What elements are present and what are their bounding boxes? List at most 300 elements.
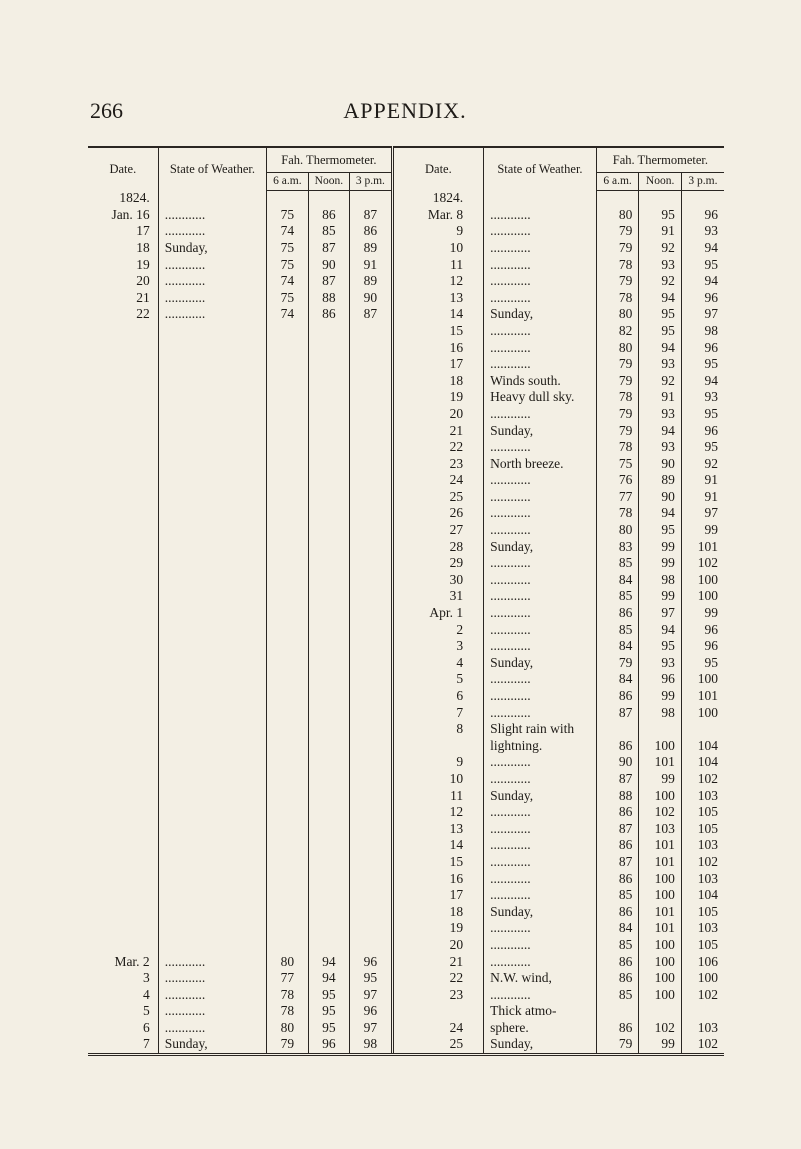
date-cell-left (88, 605, 158, 622)
temp-3pm-cell-left: 87 (350, 306, 393, 323)
weather-cell-right: ............ (484, 804, 597, 821)
date-cell-right: 25 (392, 1036, 483, 1054)
temp-3pm-cell-left: 89 (350, 273, 393, 290)
date-cell-left: 7 (88, 1036, 158, 1054)
temp-6am-cell-right: 79 (596, 223, 639, 240)
temp-3pm-cell-right: 92 (704, 455, 718, 471)
weather-cell-left (158, 920, 266, 937)
temp-noon-cell-right: 93 (639, 257, 682, 274)
temp-noon-cell-left (308, 522, 349, 539)
temp-3pm-cell-left (350, 937, 393, 954)
weather-cell-right: ............ (484, 705, 597, 722)
date-cell-right: 9 (392, 223, 483, 240)
temp-noon-cell-left (308, 821, 349, 838)
temp-6am-cell-right: 84 (596, 920, 639, 937)
date-cell-right: 21 (392, 954, 483, 971)
temp-noon-cell-left (308, 738, 349, 755)
temp-6am-cell-right: 79 (596, 655, 639, 672)
date-cell-left: 21 (88, 290, 158, 307)
temp-6am-cell-left (267, 721, 308, 738)
table-body (88, 190, 724, 1054)
weather-cell-left (158, 754, 266, 771)
temp-noon-cell-right: 90 (639, 489, 682, 506)
temp-3pm-cell-right: 91 (704, 472, 718, 488)
weather-cell-left (158, 771, 266, 788)
temp-3pm-cell-left (350, 854, 393, 871)
temp-3pm-cell-right: 91 (704, 488, 718, 504)
date-cell-left (88, 389, 158, 406)
temp-3pm-cell-right: 97 (704, 306, 718, 322)
table-row (88, 837, 724, 854)
date-cell-left (88, 837, 158, 854)
date-cell-right: 12 (392, 273, 483, 290)
temp-6am-cell-right: 87 (596, 821, 639, 838)
temp-6am-cell-right: 78 (596, 290, 639, 307)
temp-3pm-cell-right (681, 1003, 724, 1020)
table-row (88, 373, 724, 390)
weather-cell-left (158, 705, 266, 722)
temp-noon-cell-left (308, 489, 349, 506)
date-cell-left: 6 (88, 1020, 158, 1037)
temp-3pm-cell-right: 102 (681, 1036, 724, 1054)
temp-6am-cell-left: 78 (267, 1003, 308, 1020)
date-cell-right: 15 (392, 854, 483, 871)
temp-6am-cell-right: 83 (596, 539, 639, 556)
date-cell-right: 17 (392, 356, 483, 373)
weather-cell-left (158, 572, 266, 589)
temp-3pm-cell-right: 94 (704, 273, 718, 289)
date-cell-right: 8 (392, 721, 483, 738)
weather-cell-right: ............ (484, 356, 597, 373)
date-cell-left (88, 439, 158, 456)
temp-6am-cell-right: 86 (596, 871, 639, 888)
temp-noon-cell-left (308, 854, 349, 871)
weather-cell-left (158, 605, 266, 622)
temp-noon-cell-left (308, 837, 349, 854)
table-row (88, 705, 724, 722)
temp-noon-cell-left: 96 (308, 1036, 349, 1054)
temp-6am-cell-left (267, 572, 308, 589)
noon-header-right: Noon. (639, 173, 682, 191)
temp-noon-cell-left (308, 638, 349, 655)
weather-cell-left: ............ (158, 207, 266, 224)
temp-noon-cell-right (639, 190, 682, 207)
weather-cell-left: Sunday, (158, 240, 266, 257)
date-cell-left: 5 (88, 1003, 158, 1020)
temp-3pm-cell-right: 95 (704, 256, 718, 272)
temp-3pm-cell-right: 103 (697, 837, 718, 853)
temp-noon-cell-right: 100 (639, 954, 682, 971)
weather-cell-left (158, 323, 266, 340)
temp-3pm-cell-right: 96 (704, 289, 718, 305)
temp-6am-cell-left (267, 190, 308, 207)
temp-6am-cell-left: 79 (267, 1036, 308, 1054)
weather-cell-right: Sunday, (484, 1036, 597, 1054)
temp-6am-cell-left: 78 (267, 987, 308, 1004)
temp-6am-cell-left: 80 (267, 1020, 308, 1037)
temp-6am-cell-right: 86 (596, 688, 639, 705)
temp-3pm-cell-left (350, 489, 393, 506)
temp-noon-cell-right (639, 721, 682, 738)
temp-3pm-cell-left: 96 (350, 1003, 393, 1020)
temp-6am-cell-right: 85 (596, 987, 639, 1004)
temp-noon-cell-right: 99 (639, 1036, 682, 1054)
temp-3pm-cell-right: 100 (697, 970, 718, 986)
date-cell-left (88, 489, 158, 506)
temp-6am-cell-right: 79 (596, 356, 639, 373)
temp-3pm-cell-left (350, 754, 393, 771)
date-cell-right: 24 (392, 472, 483, 489)
temp-6am-cell-right: 86 (596, 1020, 639, 1037)
temp-6am-cell-right: 86 (596, 738, 639, 755)
weather-cell-left (158, 340, 266, 357)
temp-noon-cell-right: 95 (639, 207, 682, 224)
temp-6am-cell-left (267, 555, 308, 572)
temp-6am-cell-right: 80 (596, 207, 639, 224)
table-row (88, 937, 724, 954)
weather-cell-left (158, 505, 266, 522)
temp-noon-cell-right: 89 (639, 472, 682, 489)
date-cell-right: 30 (392, 572, 483, 589)
table-row (88, 671, 724, 688)
temp-6am-cell-left (267, 389, 308, 406)
weather-cell-left (158, 539, 266, 556)
temp-noon-cell-left (308, 373, 349, 390)
temp-noon-cell-left (308, 588, 349, 605)
weather-cell-left (158, 655, 266, 672)
table-row (88, 804, 724, 821)
weather-cell-left (158, 622, 266, 639)
temp-noon-cell-right: 99 (639, 539, 682, 556)
temp-noon-cell-right: 95 (639, 522, 682, 539)
temp-3pm-cell-left (350, 522, 393, 539)
weather-cell-left: Sunday, (158, 1036, 266, 1054)
date-cell-right (392, 1003, 483, 1020)
date-cell-left (88, 539, 158, 556)
date-cell-right: 16 (392, 871, 483, 888)
weather-cell-right: ............ (484, 605, 597, 622)
temp-6am-cell-left (267, 505, 308, 522)
weather-cell-right: Sunday, (484, 788, 597, 805)
temp-noon-cell-right: 99 (639, 771, 682, 788)
date-cell-left (88, 423, 158, 440)
date-cell-right: 22 (392, 439, 483, 456)
temp-6am-cell-left (267, 472, 308, 489)
date-cell-left (88, 788, 158, 805)
temp-6am-cell-right: 86 (596, 954, 639, 971)
weather-cell-right: ............ (484, 622, 597, 639)
weather-cell-right: ............ (484, 240, 597, 257)
temp-6am-cell-left (267, 456, 308, 473)
temp-noon-cell-right: 93 (639, 356, 682, 373)
weather-cell-right: Sunday, (484, 539, 597, 556)
temp-3pm-cell-left (350, 622, 393, 639)
temp-6am-cell-right: 80 (596, 306, 639, 323)
date-cell-left: 3 (88, 970, 158, 987)
date-cell-right: 4 (392, 655, 483, 672)
temp-6am-cell-left (267, 904, 308, 921)
table-row (88, 522, 724, 539)
temp-noon-cell-left (308, 323, 349, 340)
temp-3pm-cell-left (350, 705, 393, 722)
temp-6am-cell-right: 78 (596, 389, 639, 406)
date-cell-right: 26 (392, 505, 483, 522)
temp-3pm-cell-left: 96 (350, 954, 393, 971)
weather-cell-right: ............ (484, 671, 597, 688)
temp-noon-cell-left (308, 904, 349, 921)
weather-cell-left: ............ (158, 987, 266, 1004)
table-row (88, 588, 724, 605)
weather-cell-right: Sunday, (484, 423, 597, 440)
weather-cell-left (158, 871, 266, 888)
temp-3pm-cell-left (350, 539, 393, 556)
temp-3pm-cell-left (350, 356, 393, 373)
date-cell-right: 13 (392, 821, 483, 838)
temp-3pm-cell-left: 97 (350, 987, 393, 1004)
table-row (88, 572, 724, 589)
temp-3pm-cell-left (350, 456, 393, 473)
weather-cell-left: ............ (158, 970, 266, 987)
temp-3pm-cell-left (350, 572, 393, 589)
date-cell-left (88, 754, 158, 771)
date-cell-left (88, 721, 158, 738)
temp-3pm-cell-right (681, 190, 724, 207)
temp-3pm-cell-right: 103 (697, 870, 718, 886)
temp-3pm-cell-left (350, 190, 393, 207)
temp-6am-cell-left (267, 638, 308, 655)
weather-cell-right: ............ (484, 871, 597, 888)
table-row (88, 505, 724, 522)
temp-noon-cell-right: 94 (639, 340, 682, 357)
temp-noon-cell-left (308, 423, 349, 440)
temp-6am-cell-right: 84 (596, 671, 639, 688)
temp-6am-cell-right: 88 (596, 788, 639, 805)
weather-cell-right: ............ (484, 954, 597, 971)
temp-6am-cell-left (267, 605, 308, 622)
temp-6am-cell-left (267, 705, 308, 722)
temp-3pm-cell-left: 90 (350, 290, 393, 307)
temp-3pm-cell-right: 100 (697, 704, 718, 720)
weather-cell-right: ............ (484, 406, 597, 423)
temp-noon-cell-right: 92 (639, 240, 682, 257)
temp-noon-cell-right: 95 (639, 306, 682, 323)
weather-cell-right: ............ (484, 688, 597, 705)
table-row (88, 323, 724, 340)
temp-noon-cell-left (308, 705, 349, 722)
weather-cell-right: ............ (484, 920, 597, 937)
weather-cell-right: ............ (484, 439, 597, 456)
temp-3pm-cell-right: 102 (697, 986, 718, 1002)
weather-cell-left (158, 489, 266, 506)
weather-cell-right: Sunday, (484, 306, 597, 323)
temp-6am-cell-right: 87 (596, 854, 639, 871)
temp-noon-cell-right: 99 (639, 588, 682, 605)
temp-noon-cell-left (308, 920, 349, 937)
temp-noon-cell-left (308, 605, 349, 622)
temp-6am-cell-left: 75 (267, 240, 308, 257)
temp-noon-cell-right: 97 (639, 605, 682, 622)
temp-noon-cell-right: 92 (639, 373, 682, 390)
temp-3pm-cell-left: 86 (350, 223, 393, 240)
weather-cell-left (158, 638, 266, 655)
temp-6am-cell-left: 77 (267, 970, 308, 987)
date-cell-left (88, 738, 158, 755)
temp-3pm-cell-right: 104 (697, 737, 718, 753)
weather-cell-right: ............ (484, 887, 597, 904)
table-row (88, 223, 724, 240)
date-cell-left (88, 655, 158, 672)
temp-noon-cell-left (308, 472, 349, 489)
temp-3pm-cell-left (350, 671, 393, 688)
temp-3pm-cell-left (350, 423, 393, 440)
temp-3pm-cell-left: 97 (350, 1020, 393, 1037)
table-row (88, 539, 724, 556)
table-row (88, 489, 724, 506)
temp-6am-cell-right (596, 721, 639, 738)
weather-cell-right (484, 190, 597, 207)
temp-noon-cell-left (308, 771, 349, 788)
temp-6am-cell-right: 85 (596, 588, 639, 605)
temp-6am-cell-left (267, 655, 308, 672)
date-cell-right: 22 (392, 970, 483, 987)
date-cell-right (392, 738, 483, 755)
date-cell-right: 11 (392, 257, 483, 274)
temp-3pm-cell-left (350, 738, 393, 755)
table-row (88, 406, 724, 423)
am-header-right: 6 a.m. (596, 173, 639, 191)
date-cell-right: 3 (392, 638, 483, 655)
weather-cell-left (158, 522, 266, 539)
temp-3pm-cell-left (350, 638, 393, 655)
table-row (88, 456, 724, 473)
date-cell-left (88, 804, 158, 821)
date-cell-right: 12 (392, 804, 483, 821)
temp-noon-cell-left: 86 (308, 207, 349, 224)
temp-6am-cell-left (267, 356, 308, 373)
temp-6am-cell-right: 85 (596, 937, 639, 954)
temp-6am-cell-right: 79 (596, 240, 639, 257)
temp-6am-cell-right: 85 (596, 622, 639, 639)
temp-noon-cell-right: 98 (639, 572, 682, 589)
temp-6am-cell-right: 80 (596, 522, 639, 539)
temp-6am-cell-right: 84 (596, 572, 639, 589)
temp-3pm-cell-right: 105 (697, 903, 718, 919)
temp-6am-cell-left (267, 788, 308, 805)
date-cell-right: 7 (392, 705, 483, 722)
temp-3pm-cell-left (350, 887, 393, 904)
temp-6am-cell-left (267, 821, 308, 838)
weather-cell-right: ............ (484, 937, 597, 954)
weather-cell-right: ............ (484, 207, 597, 224)
date-cell-left: 18 (88, 240, 158, 257)
date-cell-left (88, 622, 158, 639)
date-cell-left (88, 555, 158, 572)
table-row (88, 389, 724, 406)
temp-3pm-cell-left: 95 (350, 970, 393, 987)
weather-cell-right: sphere. (484, 1020, 597, 1037)
date-cell-left (88, 771, 158, 788)
date-cell-right: 20 (392, 406, 483, 423)
temp-6am-cell-left (267, 937, 308, 954)
page-number: 266 (90, 98, 123, 123)
temp-3pm-cell-right: 96 (704, 638, 718, 654)
table-row (88, 920, 724, 937)
weather-cell-left (158, 837, 266, 854)
date-cell-left (88, 406, 158, 423)
temp-6am-cell-right: 85 (596, 887, 639, 904)
weather-cell-right: Sunday, (484, 655, 597, 672)
weather-cell-left (158, 904, 266, 921)
temp-6am-cell-left (267, 738, 308, 755)
date-cell-left (88, 505, 158, 522)
temp-noon-cell-left (308, 389, 349, 406)
weather-cell-right: ............ (484, 522, 597, 539)
temp-3pm-cell-left (350, 771, 393, 788)
temp-noon-cell-left (308, 406, 349, 423)
temp-3pm-cell-right: 103 (697, 1019, 718, 1035)
date-cell-right: 21 (392, 423, 483, 440)
temp-3pm-cell-right: 100 (697, 671, 718, 687)
date-cell-right: 20 (392, 937, 483, 954)
date-cell-right: 19 (392, 389, 483, 406)
temp-3pm-cell-right: 100 (697, 571, 718, 587)
weather-cell-left (158, 688, 266, 705)
temp-noon-cell-right: 94 (639, 290, 682, 307)
weather-cell-left (158, 190, 266, 207)
temp-6am-cell-left: 74 (267, 306, 308, 323)
table-row (88, 340, 724, 357)
table-row (88, 854, 724, 871)
temp-noon-cell-left (308, 655, 349, 672)
weather-cell-right: ............ (484, 572, 597, 589)
weather-cell-right: ............ (484, 340, 597, 357)
temp-noon-cell-right: 100 (639, 871, 682, 888)
date-cell-right: 24 (392, 1020, 483, 1037)
table-row (88, 821, 724, 838)
weather-cell-right: ............ (484, 854, 597, 871)
temp-3pm-cell-left (350, 837, 393, 854)
temp-6am-cell-left (267, 688, 308, 705)
temp-3pm-cell-left: 91 (350, 257, 393, 274)
temp-noon-cell-left: 86 (308, 306, 349, 323)
date-cell-left: Jan. 16 (88, 207, 158, 224)
temp-3pm-cell-right: 96 (704, 339, 718, 355)
table-row (88, 688, 724, 705)
temp-6am-cell-left (267, 522, 308, 539)
temp-noon-cell-right: 93 (639, 406, 682, 423)
weather-cell-left (158, 373, 266, 390)
temp-noon-cell-left (308, 804, 349, 821)
table-row (88, 306, 724, 323)
temp-6am-cell-right: 90 (596, 754, 639, 771)
table-row (88, 987, 724, 1004)
temp-6am-cell-right: 86 (596, 605, 639, 622)
temp-3pm-cell-left: 87 (350, 207, 393, 224)
weather-cell-right: Heavy dull sky. (484, 389, 597, 406)
temp-6am-cell-right: 75 (596, 456, 639, 473)
temp-noon-cell-right: 94 (639, 622, 682, 639)
date-cell-right: 18 (392, 373, 483, 390)
temp-3pm-cell-right: 96 (704, 206, 718, 222)
temp-noon-cell-right: 95 (639, 638, 682, 655)
weather-cell-left (158, 788, 266, 805)
temp-6am-cell-left (267, 539, 308, 556)
noon-header-left: Noon. (308, 173, 349, 191)
temp-3pm-cell-left (350, 655, 393, 672)
table-row (88, 904, 724, 921)
table-row (88, 738, 724, 755)
temp-noon-cell-right: 102 (639, 804, 682, 821)
